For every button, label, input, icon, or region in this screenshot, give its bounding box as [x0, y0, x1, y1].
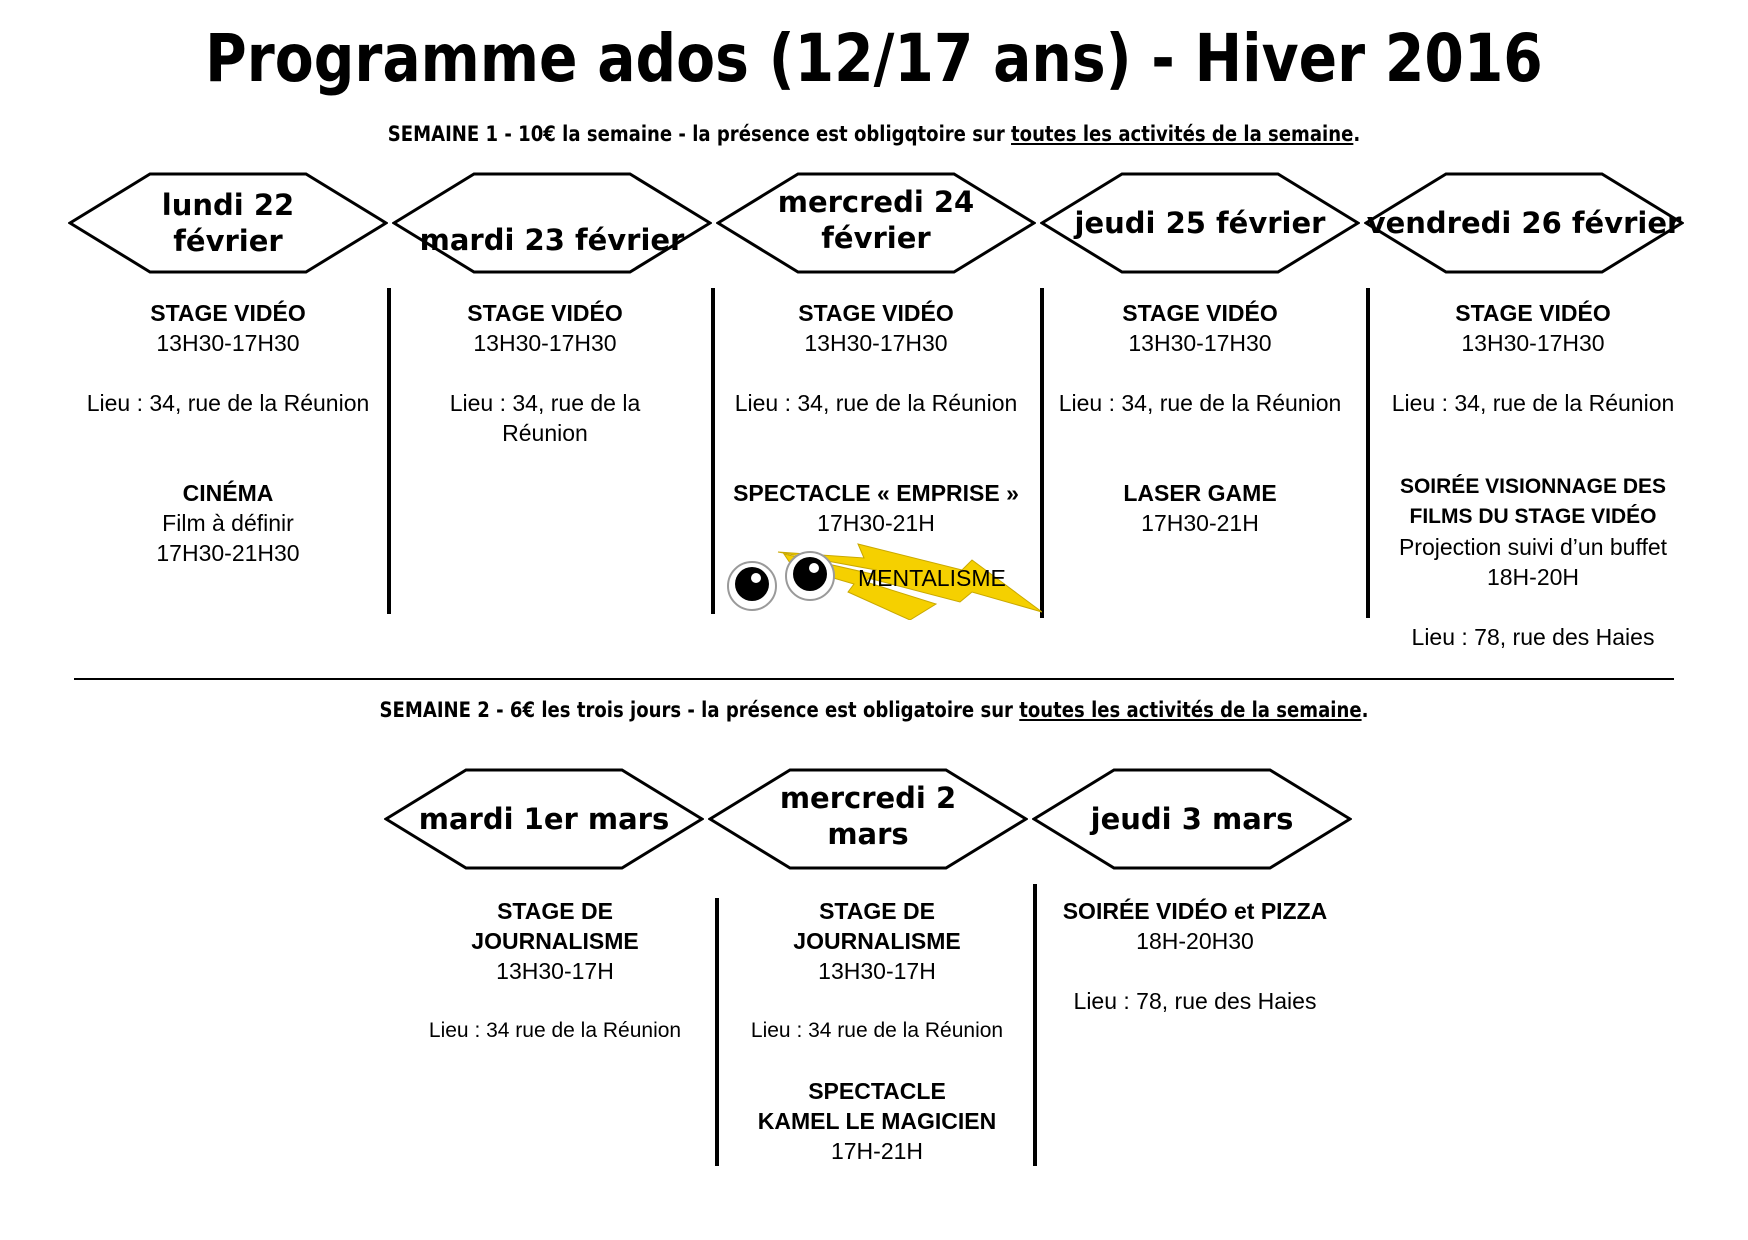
column-divider	[711, 288, 715, 614]
day-banner-mercredi	[716, 172, 1036, 274]
activity-place: Lieu : 34, rue de la	[449, 390, 641, 416]
activity-time: 13H30-17H30	[804, 330, 948, 356]
day-banner-vendredi	[1364, 172, 1684, 274]
day-banner-mardi	[392, 172, 712, 274]
column-divider	[715, 898, 719, 1166]
activity-place: Lieu : 34, rue de la Réunion	[734, 390, 1018, 416]
activity-place: Lieu : 78, rue des Haies	[1411, 624, 1655, 650]
activity-title: STAGE DE	[497, 898, 613, 924]
activity-title: JOURNALISME	[793, 928, 961, 954]
activity-time: 13H30-17H30	[473, 330, 617, 356]
activity-time: 17H30-21H	[817, 510, 935, 536]
week1-header	[122, 122, 1625, 146]
day-banner-mardi-1er	[384, 768, 704, 870]
activity-subtitle: Projection suivi d’un buffet	[1398, 534, 1668, 560]
activity-time: 17H-21H	[830, 1138, 924, 1164]
day-activities-jeudi	[1040, 298, 1360, 538]
day-label: mercredi 24 février	[777, 185, 975, 255]
activity-place: Lieu : 34, rue de la Réunion	[86, 390, 370, 416]
activity-time: 17H30-21H	[1141, 510, 1259, 536]
activity-title: KAMEL LE MAGICIEN	[757, 1108, 997, 1134]
activity-title: LASER GAME	[1123, 480, 1277, 506]
activity-title: STAGE DE	[819, 898, 935, 924]
day-label: jeudi 25 février	[1074, 206, 1326, 240]
activity-title: SPECTACLE « EMPRISE »	[733, 480, 1019, 506]
activity-title: CINÉMA	[182, 480, 274, 506]
day-label: jeudi 3 mars	[1090, 802, 1294, 836]
activity-place: Lieu : 34 rue de la Réunion	[750, 1019, 1004, 1042]
activity-place: Lieu : 78, rue des Haies	[1073, 988, 1317, 1014]
activity-time: 17H30-21H30	[156, 540, 300, 566]
activity-subtitle: Film à définir	[162, 510, 294, 536]
day-activities-jeudi-3	[1040, 896, 1350, 1016]
activity-time: 13H30-17H30	[1128, 330, 1272, 356]
day-label: mercredi 2 mars	[779, 781, 957, 851]
activity-time: 13H30-17H	[818, 958, 936, 984]
week2-header	[122, 698, 1625, 722]
activity-time: 13H30-17H30	[156, 330, 300, 356]
activity-time: 13H30-17H30	[1461, 330, 1605, 356]
activity-title: STAGE VIDÉO	[798, 300, 954, 326]
day-banner-mercredi-2	[708, 768, 1028, 870]
activity-time: 13H30-17H	[496, 958, 614, 984]
activity-title: STAGE VIDÉO	[467, 300, 623, 326]
day-activities-mardi-1er	[400, 896, 710, 1046]
day-banner-jeudi-3	[1032, 768, 1352, 870]
day-banner-jeudi	[1040, 172, 1360, 274]
day-activities-lundi	[68, 298, 388, 568]
day-label: lundi 22 février	[161, 188, 295, 258]
activity-place: Lieu : 34 rue de la Réunion	[428, 1019, 682, 1042]
day-label: vendredi 26 février	[1366, 206, 1682, 240]
page-title: Programme ados (12/17 ans) - Hiver 2016	[205, 20, 1543, 97]
week1-header-text: SEMAINE 1 - 10€ la semaine - la présence est obligqtoire sur	[387, 122, 1012, 146]
day-banner-lundi	[68, 172, 388, 274]
activity-place: Réunion	[502, 420, 588, 446]
activity-place: Lieu : 34, rue de la Réunion	[1058, 390, 1342, 416]
day-activities-vendredi	[1370, 298, 1696, 652]
activity-title: STAGE VIDÉO	[150, 300, 306, 326]
week2-header-end: .	[1361, 698, 1369, 722]
day-activities-mardi	[392, 298, 698, 448]
activity-time: 18H-20H30	[1136, 928, 1254, 954]
activity-place: Lieu : 34, rue de la Réunion	[1391, 390, 1675, 416]
badge-text: MENTALISME	[858, 565, 1006, 591]
activity-title: SOIRÉE VISIONNAGE DES	[1399, 475, 1667, 498]
mentalisme-badge	[722, 540, 1042, 620]
activity-title: JOURNALISME	[471, 928, 639, 954]
week2-header-text: SEMAINE 2 - 6€ les trois jours - la présence est obligatoire sur	[379, 698, 1020, 722]
day-label: mardi 23 février	[419, 223, 685, 257]
day-activities-mercredi	[716, 298, 1036, 538]
day-activities-mercredi-2	[722, 896, 1032, 1166]
activity-time: 18H-20H	[1486, 564, 1580, 590]
week1-header-end: .	[1353, 122, 1361, 146]
activity-title: STAGE VIDÉO	[1122, 300, 1278, 326]
activity-title: STAGE VIDÉO	[1455, 300, 1611, 326]
week2-header-underlined: toutes les activités de la semaine	[1019, 698, 1362, 722]
column-divider	[1033, 884, 1037, 1166]
activity-title: FILMS DU STAGE VIDÉO	[1409, 505, 1657, 528]
section-divider	[74, 678, 1674, 680]
activity-title: SOIRÉE VIDÉO et PIZZA	[1062, 898, 1328, 924]
day-label: mardi 1er mars	[418, 802, 670, 836]
activity-title: SPECTACLE	[808, 1078, 946, 1104]
week1-header-underlined: toutes les activités de la semaine	[1011, 122, 1354, 146]
